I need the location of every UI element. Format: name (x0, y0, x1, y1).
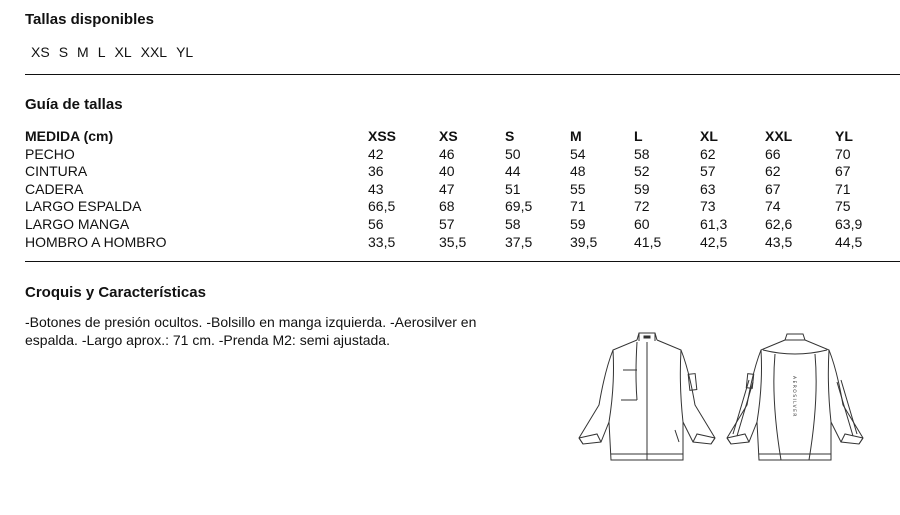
size-option: S (58, 44, 69, 60)
table-cell: 69,5 (505, 198, 533, 215)
size-option: XL (114, 44, 132, 60)
table-cell: LARGO ESPALDA (25, 198, 142, 215)
table-cell: CADERA (25, 180, 84, 197)
column-header: XL (700, 128, 718, 144)
size-option: YL (176, 44, 194, 60)
table-cell: PECHO (25, 145, 75, 162)
table-cell: 33,5 (368, 233, 396, 250)
table-cell: 71 (835, 180, 851, 197)
table-cell: 66 (765, 145, 781, 162)
divider (25, 74, 900, 75)
table-cell: 71 (570, 198, 586, 215)
table-cell: 52 (634, 163, 650, 180)
table-cell: 59 (634, 180, 650, 197)
table-cell: 66,5 (368, 198, 396, 215)
table-cell: 50 (505, 145, 521, 162)
section-title-features: Croquis y Características (25, 284, 206, 301)
table-cell: 57 (439, 215, 455, 232)
table-cell: 58 (505, 215, 521, 232)
table-cell: 67 (835, 163, 851, 180)
table-cell: CINTURA (25, 163, 88, 180)
table-cell: 56 (368, 215, 384, 232)
table-cell: 41,5 (634, 233, 662, 250)
column-header: M (570, 128, 582, 144)
table-cell: 68 (439, 198, 455, 215)
column-header: XXL (765, 128, 793, 144)
table-cell: 62 (700, 145, 716, 162)
section-title-sizes: Tallas disponibles (25, 11, 154, 28)
table-cell: 73 (700, 198, 716, 215)
table-cell: 48 (570, 163, 586, 180)
table-cell: 70 (835, 145, 851, 162)
table-cell: 54 (570, 145, 586, 162)
table-cell: 75 (835, 198, 851, 215)
table-cell: 35,5 (439, 233, 467, 250)
table-cell: 67 (765, 180, 781, 197)
table-cell: 72 (634, 198, 650, 215)
table-cell: LARGO MANGA (25, 215, 130, 232)
table-cell: 60 (634, 215, 650, 232)
back-print-text: AEROSILVER (791, 376, 796, 418)
table-cell: 39,5 (570, 233, 598, 250)
section-title-guide: Guía de tallas (25, 96, 123, 113)
table-cell: HOMBRO A HOMBRO (25, 233, 167, 250)
table-cell: 40 (439, 163, 455, 180)
table-cell: 62,6 (765, 215, 793, 232)
size-option: XS (31, 44, 50, 60)
table-cell: 61,3 (700, 215, 728, 232)
table-cell: 47 (439, 180, 455, 197)
size-option: XXL (140, 44, 168, 60)
product-description: -Botones de presión ocultos. -Bolsillo en manga izquierda. -Aerosilver en espalda. -Largo aprox.: 71 cm. -Prenda M2: semi ajustada. (25, 314, 477, 348)
size-option: L (97, 44, 106, 60)
table-cell: 59 (570, 215, 586, 232)
table-cell: 36 (368, 163, 384, 180)
table-cell: 57 (700, 163, 716, 180)
table-cell: 44 (505, 163, 521, 180)
size-option: M (77, 44, 89, 60)
table-cell: 42 (368, 145, 384, 162)
column-header: YL (835, 128, 853, 144)
column-header: S (505, 128, 515, 144)
jacket-front-drawing (579, 333, 715, 460)
table-cell: 46 (439, 145, 455, 162)
table-cell: 55 (570, 180, 586, 197)
table-cell: 44,5 (835, 233, 863, 250)
table-cell: 42,5 (700, 233, 728, 250)
column-header: MEDIDA (cm) (25, 128, 114, 144)
table-cell: 58 (634, 145, 650, 162)
table-cell: 63 (700, 180, 716, 197)
divider (25, 261, 900, 262)
table-cell: 74 (765, 198, 781, 215)
table-cell: 62 (765, 163, 781, 180)
table-cell: 37,5 (505, 233, 533, 250)
column-header: XS (439, 128, 458, 144)
column-header: L (634, 128, 643, 144)
table-cell: 51 (505, 180, 521, 197)
jacket-sketch (575, 330, 870, 470)
column-header: XSS (368, 128, 397, 144)
table-cell: 43,5 (765, 233, 793, 250)
table-cell: 43 (368, 180, 384, 197)
available-sizes-list (31, 44, 202, 60)
table-cell: 63,9 (835, 215, 863, 232)
